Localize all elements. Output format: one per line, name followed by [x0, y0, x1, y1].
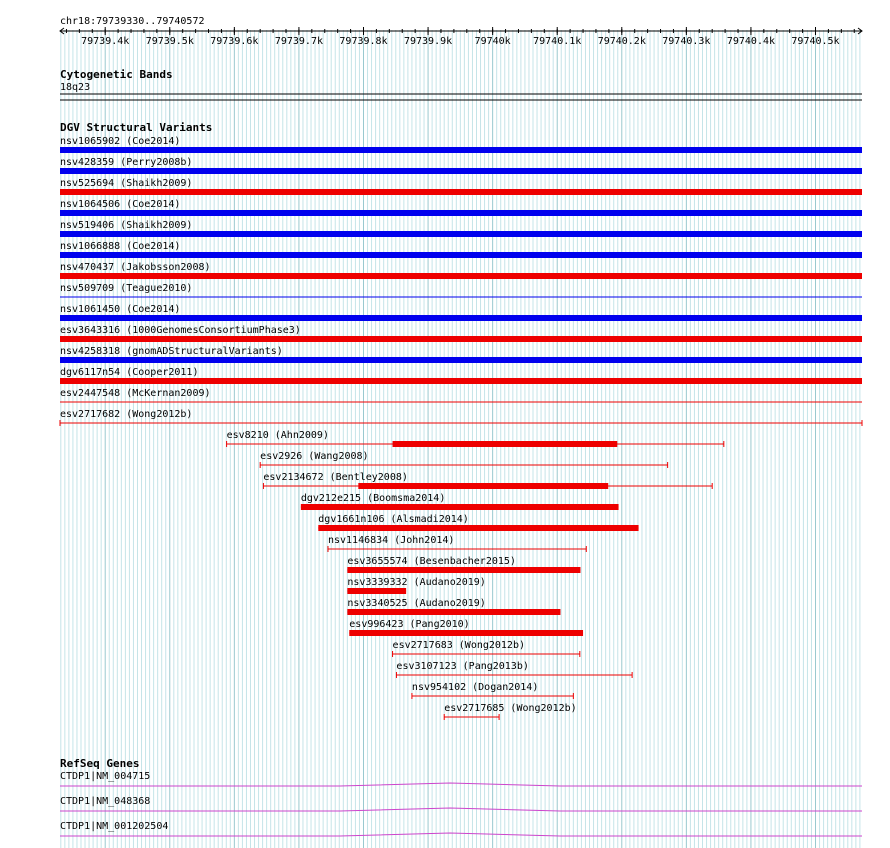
cytoband-track-title: Cytogenetic Bands	[60, 68, 173, 81]
feature-label: esv3643316 (1000GenomesConsortiumPhase3)	[60, 325, 301, 336]
feature-label: nsv1061450 (Coe2014)	[60, 304, 181, 315]
ruler-tick-label: 79739.8k	[339, 36, 388, 47]
feature-label: esv996423 (Pang2010)	[349, 619, 470, 630]
ruler-tick-label: 79740.1k	[533, 36, 582, 47]
structural-variant-feature[interactable]	[60, 262, 862, 279]
feature-label: dgv212e215 (Boomsma2014)	[300, 493, 446, 504]
feature-label: nsv4258318 (gnomADStructuralVariants)	[60, 346, 283, 357]
feature-label: esv2717682 (Wong2012b)	[60, 409, 193, 420]
feature-bar	[349, 630, 583, 636]
structural-variant-feature[interactable]	[393, 640, 580, 657]
feature-bar	[60, 231, 862, 237]
structural-variant-feature[interactable]	[318, 514, 638, 531]
refseq-track-title: RefSeq Genes	[60, 757, 140, 770]
cytoband-track	[60, 68, 862, 100]
gene-label: CTDP1|NM_048368	[60, 796, 151, 807]
gene-label: CTDP1|NM_004715	[60, 771, 151, 782]
feature-bar	[318, 525, 638, 531]
structural-variant-feature[interactable]	[60, 241, 862, 258]
feature-label: esv2134672 (Bentley2008)	[263, 472, 408, 483]
refseq-track	[60, 757, 862, 836]
locus-label: chr18:79739330..79740572	[60, 16, 205, 27]
structural-variant-feature[interactable]	[349, 619, 583, 636]
ruler-tick-label: 79739.4k	[81, 36, 130, 47]
refseq-gene[interactable]	[60, 796, 862, 811]
cytoband-label: 18q23	[60, 82, 91, 93]
ruler-tick-label: 79740.4k	[726, 36, 776, 47]
feature-label: nsv1066888 (Coe2014)	[60, 241, 181, 252]
feature-bar	[60, 378, 862, 384]
feature-bar	[347, 609, 560, 615]
feature-bar	[347, 588, 406, 594]
ruler-tick-label: 79739.5k	[145, 36, 194, 47]
ruler-tick-label: 79740.3k	[662, 36, 711, 47]
structural-variant-feature[interactable]	[60, 136, 862, 153]
feature-bar	[60, 336, 862, 342]
structural-variant-feature[interactable]	[60, 367, 862, 384]
structural-variant-feature[interactable]	[60, 178, 862, 195]
structural-variant-feature[interactable]	[60, 283, 862, 297]
feature-label: esv3107123 (Pang2013b)	[396, 661, 529, 672]
gene-line	[60, 783, 862, 786]
structural-variant-feature[interactable]	[60, 304, 862, 321]
feature-bar	[60, 147, 862, 153]
feature-label: esv2717683 (Wong2012b)	[392, 640, 526, 651]
feature-label: esv3655574 (Besenbacher2015)	[347, 556, 516, 567]
feature-label: dgv6117n54 (Cooper2011)	[60, 367, 199, 378]
refseq-gene[interactable]	[60, 821, 862, 836]
feature-label: nsv1146834 (John2014)	[327, 535, 455, 546]
feature-label: esv2926 (Wang2008)	[260, 451, 369, 462]
feature-label: nsv470437 (Jakobsson2008)	[60, 262, 211, 273]
feature-bar	[60, 210, 862, 216]
ruler-tick-label: 79739.7k	[274, 36, 324, 47]
feature-label: nsv519406 (Shaikh2009)	[60, 220, 193, 231]
structural-variant-feature[interactable]	[396, 661, 632, 678]
feature-bar	[301, 504, 619, 510]
dgv-track	[60, 121, 862, 720]
feature-label: nsv525694 (Shaikh2009)	[60, 178, 193, 189]
feature-label: esv8210 (Ahn2009)	[226, 430, 329, 441]
feature-label: nsv3339332 (Audano2019)	[347, 577, 486, 588]
feature-label: nsv3340525 (Audano2019)	[347, 598, 486, 609]
feature-label: nsv1064506 (Coe2014)	[60, 199, 181, 210]
gene-label: CTDP1|NM_001202504	[60, 821, 169, 832]
structural-variant-feature[interactable]	[60, 325, 862, 342]
structural-variant-feature[interactable]	[263, 472, 712, 489]
ruler-tick-label: 79739.9k	[403, 36, 453, 47]
feature-label: nsv428359 (Perry2008b)	[60, 157, 193, 168]
feature-label: nsv1065902 (Coe2014)	[60, 136, 181, 147]
feature-label: dgv1661n106 (Alsmadi2014)	[318, 514, 469, 525]
feature-bar	[393, 441, 618, 447]
ruler-tick-label: 79740.2k	[597, 36, 646, 47]
structural-variant-feature[interactable]	[60, 346, 862, 363]
feature-bar	[347, 567, 580, 573]
feature-bar	[60, 168, 862, 174]
feature-bar	[60, 315, 862, 321]
feature-bar	[60, 252, 862, 258]
feature-label: esv2447548 (McKernan2009)	[60, 388, 211, 399]
feature-label: nsv954102 (Dogan2014)	[411, 682, 539, 693]
feature-bar	[60, 357, 862, 363]
feature-bar	[60, 273, 862, 279]
feature-bar	[60, 189, 862, 195]
gene-line	[60, 833, 862, 836]
ruler[interactable]	[60, 16, 862, 47]
ruler-tick-label: 79740k	[474, 36, 511, 47]
structural-variant-feature[interactable]	[60, 388, 862, 402]
structural-variant-feature[interactable]	[60, 199, 862, 216]
structural-variant-feature[interactable]	[227, 430, 724, 447]
structural-variant-feature[interactable]	[328, 535, 586, 552]
structural-variant-feature[interactable]	[347, 577, 485, 594]
dgv-track-title: DGV Structural Variants	[60, 121, 213, 134]
refseq-gene[interactable]	[60, 771, 862, 786]
feature-bar	[358, 483, 608, 489]
ruler-tick-label: 79739.6k	[210, 36, 259, 47]
structural-variant-feature[interactable]	[60, 157, 862, 174]
feature-label: esv2717685 (Wong2012b)	[444, 703, 577, 714]
ruler-tick-label: 79740.5k	[791, 36, 840, 47]
feature-label: nsv509709 (Teague2010)	[60, 283, 193, 294]
structural-variant-feature[interactable]	[60, 220, 862, 237]
structural-variant-feature[interactable]	[301, 493, 619, 510]
structural-variant-feature[interactable]	[60, 409, 862, 426]
gene-line	[60, 808, 862, 811]
